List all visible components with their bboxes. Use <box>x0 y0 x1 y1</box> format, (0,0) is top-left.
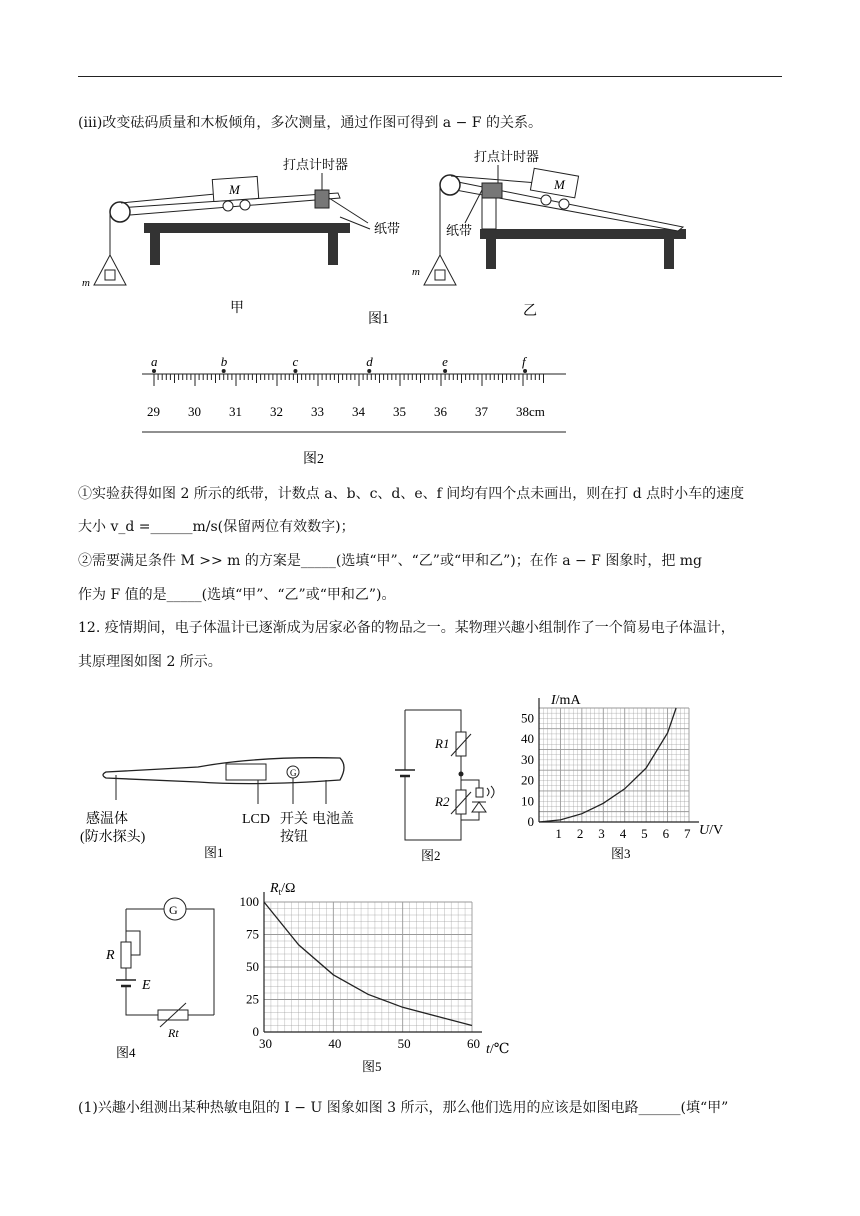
chart3-grid <box>539 698 699 822</box>
tape-dot <box>523 369 527 373</box>
y-tick-label: 30 <box>521 751 534 767</box>
x-tick-label: 5 <box>641 826 648 841</box>
y-tick-label: 25 <box>246 991 259 1007</box>
tape-dot <box>443 369 447 373</box>
x-tick-label: 1 <box>555 826 562 841</box>
x-tick-label: 50 <box>397 1036 411 1051</box>
label-r2: R2 <box>435 794 450 809</box>
x-tick-label: 4 <box>619 826 627 841</box>
figure-circuit-4 <box>102 895 232 1065</box>
question-2-line2: 作为 F 值的是_____(选填“甲”、“乙”或“甲和乙”)。 <box>78 587 396 603</box>
tape-point-label: f <box>522 354 526 369</box>
y-tick-label: 40 <box>521 731 534 747</box>
question-1-line2: 大小 v_d =______m/s(保留两位有效数字)； <box>78 519 355 535</box>
tape-points <box>151 354 528 373</box>
label-probe: 感温体 <box>86 812 128 827</box>
question-2-line1: ②需要满足条件 M >> m 的方案是_____(选填“甲”、“乙”或“甲和乙”)；在作 a − F 图象时，把 mg <box>78 553 703 569</box>
ruler-ticks <box>147 374 545 419</box>
tape-dot <box>367 369 371 373</box>
label-M-right: M <box>554 177 565 192</box>
label-r1: R1 <box>435 736 450 751</box>
chart5-grid <box>264 892 482 1032</box>
svg-text:G: G <box>290 768 297 778</box>
label-tape-left: 纸带 <box>374 221 401 236</box>
galvanometer-label: G <box>169 903 178 917</box>
label-lcd: LCD <box>242 812 270 827</box>
label-switch: 开关 <box>280 812 308 827</box>
x-tick-label: 3 <box>598 826 605 841</box>
x-tick-label: 40 <box>328 1036 342 1051</box>
y-tick-label: 0 <box>527 814 534 829</box>
figure-1-setups <box>78 145 718 330</box>
label-M-left: M <box>229 182 240 197</box>
label-r: R <box>106 948 115 963</box>
ruler-label: 34 <box>352 404 365 419</box>
question-12-line1: 12. 疫情期间，电子体温计已逐渐成为居家必备的物品之一。某物理兴趣小组制作了一个简易电子体温计， <box>78 620 735 636</box>
x-tick-label: 6 <box>662 826 670 841</box>
figure-thermometer <box>78 740 378 865</box>
chart5-ylabel: $R_t/\Omega$ <box>270 881 296 897</box>
paragraph-iii: (iii)改变砝码质量和木板倾角，多次测量，通过作图可得到 a − F 的关系。 <box>78 115 542 131</box>
label-timer-left: 打点计时器 <box>283 157 349 172</box>
ruler-label: 36 <box>434 404 447 419</box>
tape-dot <box>293 369 297 373</box>
x-tick-label: 30 <box>259 1036 272 1051</box>
ruler-label: 35 <box>393 404 406 419</box>
figure-2-tape <box>138 350 578 468</box>
tape-point-label: e <box>442 354 448 369</box>
chart5-caption: 图5 <box>362 1059 382 1074</box>
figure-circuit-2 <box>375 700 505 865</box>
question-12-line2: 其原理图如图 2 所示。 <box>78 654 222 670</box>
chart5-ticks <box>240 894 481 1051</box>
ruler-label: 37 <box>475 404 488 419</box>
chart3-xlabel: U/V <box>699 823 724 838</box>
question-12-part1: (1)兴趣小组测出某种热敏电阻的 I − U 图象如图 3 所示，那么他们选用的应该是如图电路______(填“甲” <box>78 1100 729 1116</box>
x-tick-label: 2 <box>576 826 584 841</box>
tape-dot <box>222 369 226 373</box>
chart3-caption: 图3 <box>611 846 631 861</box>
circuit2-caption: 图2 <box>421 848 441 863</box>
ruler-label: 31 <box>229 404 242 419</box>
x-tick-label: 7 <box>684 826 691 841</box>
fig2-caption: 图2 <box>303 452 324 467</box>
label-m-left: m <box>82 277 90 289</box>
tape-point-label: d <box>366 354 373 369</box>
figure-chart-3 <box>513 688 738 868</box>
ruler-label: 32 <box>270 404 283 419</box>
header-rule <box>78 76 782 77</box>
label-yi: 乙 <box>523 304 537 319</box>
question-1-line1: ①实验获得如图 2 所示的纸带，计数点 a、b、c、d、e、f 间均有四个点未画出，则在打 d 点时小车的速度 <box>78 486 745 502</box>
tape-point-label: a <box>151 354 158 369</box>
tape-point-label: c <box>292 354 299 369</box>
y-tick-label: 10 <box>521 793 534 809</box>
ruler-label: 38cm <box>516 404 545 419</box>
ruler-label: 29 <box>147 404 160 419</box>
ruler-label: 33 <box>311 404 324 419</box>
y-tick-label: 20 <box>521 772 534 788</box>
y-tick-label: 100 <box>239 894 259 909</box>
label-button: 按钮 <box>280 830 308 845</box>
x-tick-label: 60 <box>467 1036 480 1051</box>
circuit4-caption: 图4 <box>116 1045 136 1060</box>
chart5-xlabel: t/℃ <box>486 1042 510 1057</box>
y-tick-label: 75 <box>246 926 259 942</box>
label-jia: 甲 <box>230 301 244 316</box>
thermo-caption: 图1 <box>204 845 224 860</box>
y-tick-label: 50 <box>246 959 259 974</box>
tape-dot <box>152 369 156 373</box>
label-probe2: (防水探头) <box>80 830 146 845</box>
fig1-caption: 图1 <box>368 312 389 327</box>
chart3-ylabel: I/mA <box>551 693 581 708</box>
y-tick-label: 0 <box>252 1024 259 1039</box>
figure-chart-5 <box>228 876 528 1076</box>
label-e: E <box>142 978 151 993</box>
label-battery: 电池盖 <box>312 812 354 827</box>
label-rt: Rt <box>168 1026 179 1040</box>
tape-point-label: b <box>220 354 228 369</box>
y-tick-label: 50 <box>521 710 534 726</box>
label-tape-right: 纸带 <box>446 223 473 238</box>
ruler-label: 30 <box>188 404 201 419</box>
label-timer-right: 打点计时器 <box>474 149 540 164</box>
label-m-right: m <box>412 266 420 278</box>
